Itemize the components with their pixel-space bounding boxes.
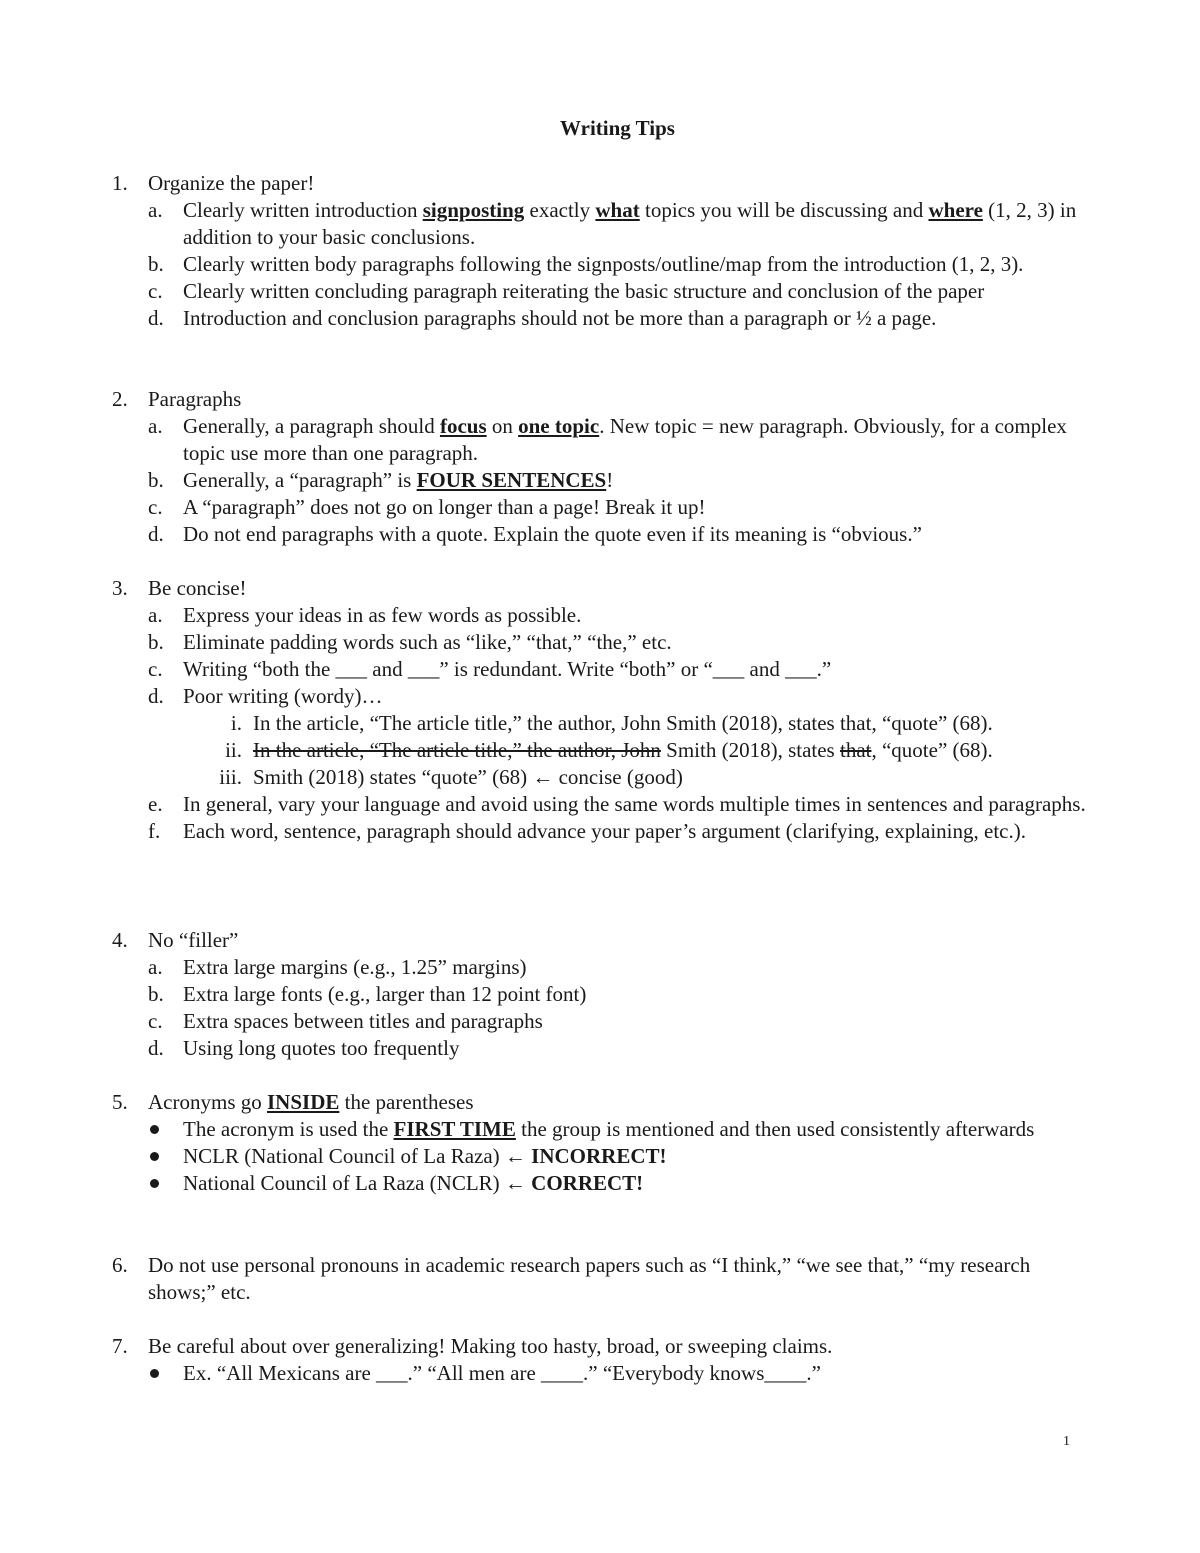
page-number: 1 (1063, 1434, 1070, 1449)
list-item: a. Express your ideas in as few words as possible. (148, 603, 582, 627)
list-item: e. In general, vary your language and avoid using the same words multiple times in sentences and paragraphs. (148, 792, 1086, 816)
list-item: a. Generally, a paragraph should focus on one topic. New topic = new paragraph. Obviously, for a complex topic use more than one paragraph. (148, 414, 1067, 465)
item-number: 1. (112, 171, 128, 195)
bullet-item: NCLR (National Council of La Raza) ← INCORRECT! (112, 1143, 1092, 1170)
section-acronyms (112, 1089, 1092, 1197)
section-heading: Organize the paper! (148, 171, 315, 195)
list-item: c. Writing “both the ___ and ___” is redundant. Write “both” or “___ and ___.” (148, 657, 832, 681)
list-item: f. Each word, sentence, paragraph should advance your paper’s argument (clarifying, explaining, etc.). (148, 819, 1026, 843)
list-item: a. Clearly written introduction signposting exactly what topics you will be discussing and where (1, 2, 3) in addition to your basic conclusions. (148, 198, 1077, 249)
item-number: 6. (112, 1253, 128, 1277)
section-heading: 6. Do not use personal pronouns in academic research papers such as “I think,” “we see that,” “my research shows;” etc. (112, 1253, 1031, 1304)
bullet-icon (150, 1152, 159, 1161)
list-item: b. Clearly written body paragraphs following the signposts/outline/map from the introduction (1, 2, 3). (148, 252, 1024, 276)
section-heading: Paragraphs (148, 387, 242, 411)
bullet-icon (150, 1369, 159, 1378)
bullet-item: National Council of La Raza (NCLR) ← CORRECT! (112, 1170, 1092, 1197)
bullet-icon (150, 1179, 159, 1188)
list-item: ii. In the article, “The article title,” the author, John Smith (2018), states that, “quote” (68). (225, 738, 993, 762)
page-title: Writing Tips (560, 116, 675, 140)
list-item: iii. Smith (2018) states “quote” (68) ← concise (good) (219, 765, 683, 789)
section-pronouns (112, 1252, 1092, 1306)
bullet-item: The acronym is used the FIRST TIME the group is mentioned and then used consistently afterwards (112, 1116, 1092, 1143)
list-item: c. Clearly written concluding paragraph reiterating the basic structure and conclusion of the paper (148, 279, 985, 303)
list-item: a. Extra large margins (e.g., 1.25” margins) (148, 955, 527, 979)
list-item: d. Poor writing (wordy)… (148, 684, 383, 708)
item-number: 4. (112, 928, 128, 952)
list-item: b. Extra large fonts (e.g., larger than 12 point font) (148, 982, 587, 1006)
list-item: i. In the article, “The article title,” the author, John Smith (2018), states that, “quote” (68). (230, 711, 993, 735)
item-number: 3. (112, 576, 128, 600)
section-no-filler (112, 927, 1092, 1062)
list-item: d. Using long quotes too frequently (148, 1036, 460, 1060)
item-number: 5. (112, 1090, 128, 1114)
bullet-item: Ex. “All Mexicans are ___.” “All men are ____.” “Everybody knows____.” (112, 1360, 1092, 1387)
list-item: c. A “paragraph” does not go on longer than a page! Break it up! (148, 495, 706, 519)
list-item: d. Do not end paragraphs with a quote. Explain the quote even if its meaning is “obvious.” (148, 522, 922, 546)
list-item: d. Introduction and conclusion paragraphs should not be more than a paragraph or ½ a page. (148, 306, 937, 330)
section-heading: Be careful about over generalizing! Making too hasty, broad, or sweeping claims. (148, 1334, 833, 1358)
list-item: c. Extra spaces between titles and paragraphs (148, 1009, 543, 1033)
item-number: 7. (112, 1334, 128, 1358)
bullet-icon (150, 1125, 159, 1134)
section-organize (112, 170, 1092, 332)
section-paragraphs (112, 386, 1092, 548)
section-generalizing (112, 1333, 1092, 1387)
section-heading: No “filler” (148, 928, 239, 952)
item-number: 2. (112, 387, 128, 411)
section-heading: Acronyms go INSIDE the parentheses (148, 1090, 474, 1114)
list-item: b. Generally, a “paragraph” is FOUR SENTENCES! (148, 468, 614, 492)
section-heading: Be concise! (148, 576, 247, 600)
list-item: b. Eliminate padding words such as “like,” “that,” “the,” etc. (148, 630, 672, 654)
section-concise (112, 575, 1092, 845)
